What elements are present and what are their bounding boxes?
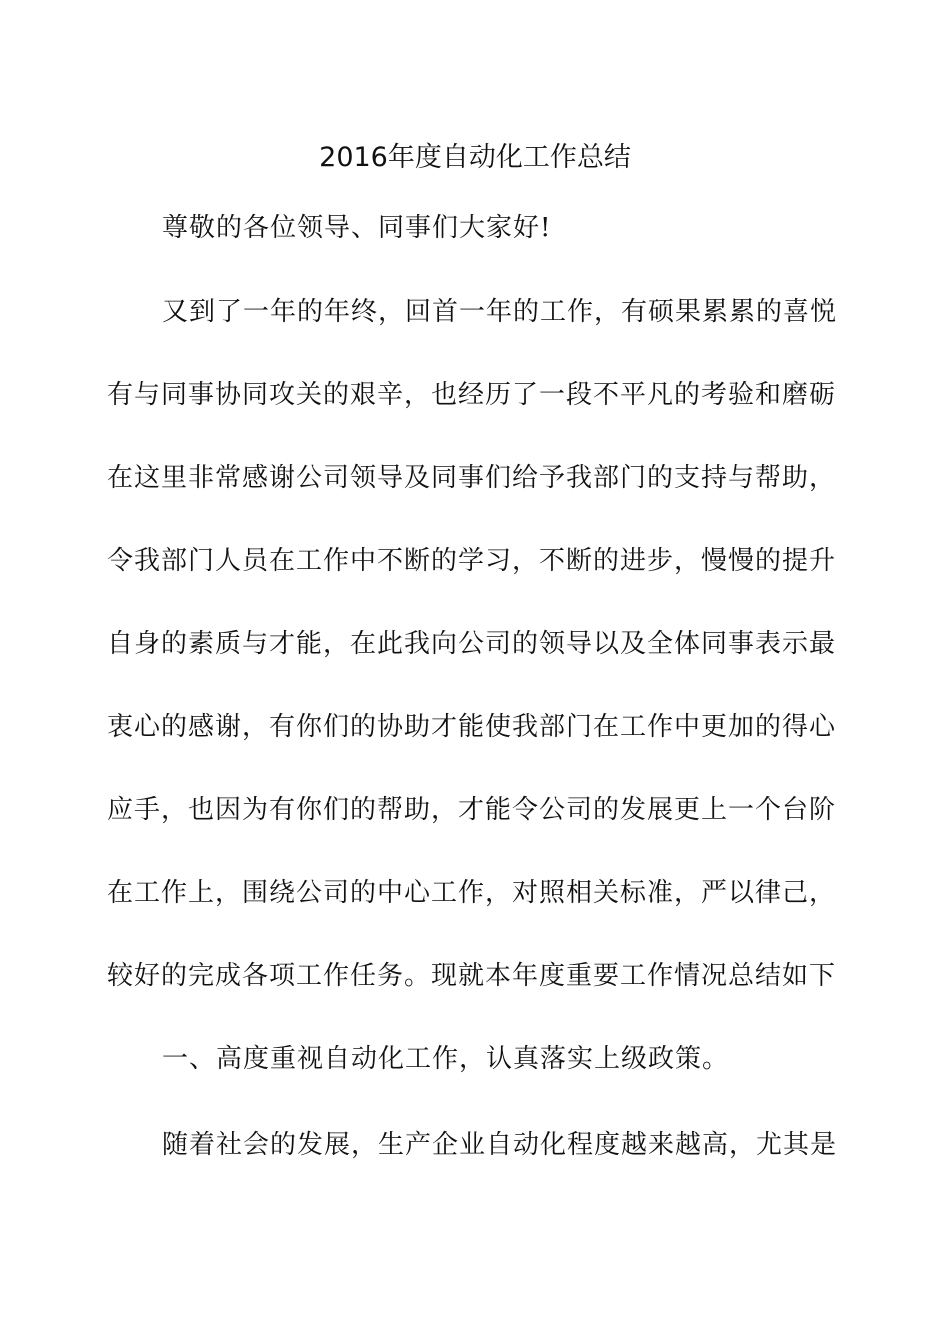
paragraph-line: 应手，也因为有你们的帮助，才能令公司的发展更上一个台阶 — [107, 795, 837, 825]
paragraph-line: 自身的素质与才能，在此我向公司的领导以及全体同事表示最 — [107, 629, 837, 659]
section-heading: 一、高度重视自动化工作，认真落实上级政策。 — [162, 1044, 730, 1074]
paragraph-line: 衷心的感谢，有你们的协助才能使我部门在工作中更加的得心 — [107, 712, 837, 742]
paragraph-line: 在这里非常感谢公司领导及同事们给予我部门的支持与帮助， — [107, 463, 837, 493]
paragraph-line: 有与同事协同攻关的艰辛，也经历了一段不平凡的考验和磨砺 — [107, 380, 837, 410]
paragraph-line: 在工作上，围绕公司的中心工作，对照相关标准，严以律己， — [107, 878, 837, 908]
paragraph-line: 又到了一年的年终，回首一年的工作，有硕果累累的喜悦 — [162, 297, 838, 327]
greeting-line: 尊敬的各位领导、同事们大家好! — [162, 213, 552, 243]
paragraph-line: 较好的完成各项工作任务。现就本年度重要工作情况总结如下 — [107, 961, 837, 991]
document-title: 2016年度自动化工作总结 — [319, 142, 631, 173]
paragraph-line: 随着社会的发展，生产企业自动化程度越来越高，尤其是 — [162, 1130, 838, 1160]
paragraph-line: 令我部门人员在工作中不断的学习，不断的进步，慢慢的提升 — [107, 546, 837, 576]
